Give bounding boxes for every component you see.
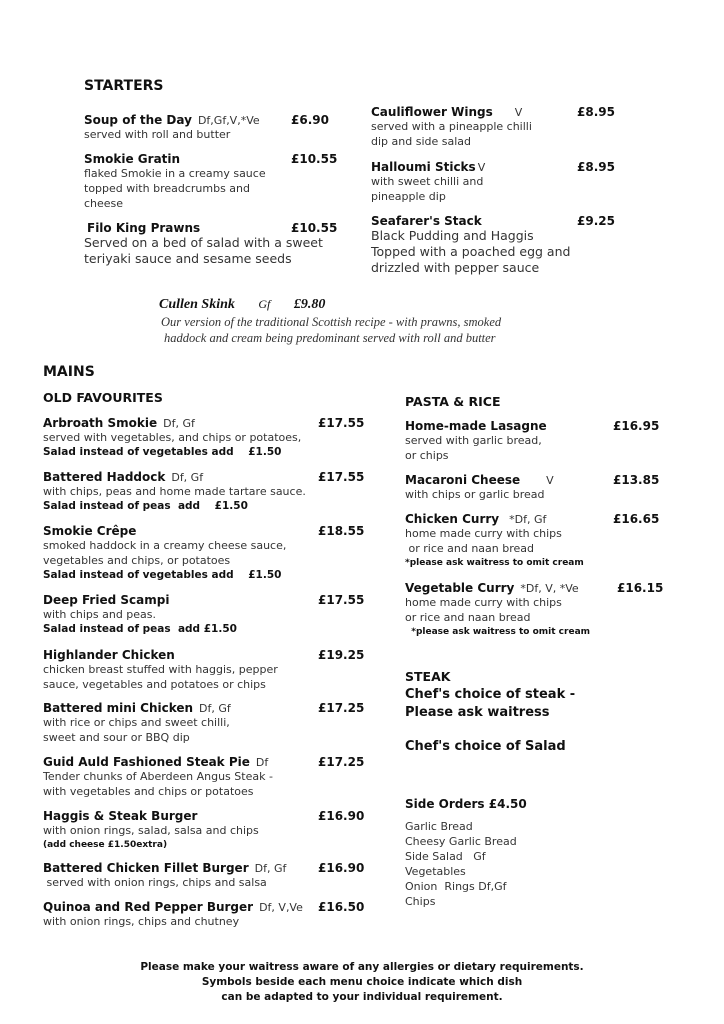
item-name: Chicken Curry [405,512,500,526]
item-name: Filo King Prawns [87,221,201,235]
item-desc: served with garlic bread, [405,434,542,447]
menu-item [405,419,665,463]
item-desc: Our version of the traditional Scottish recipe - with prawns, smoked [161,315,502,329]
item-note: Salad instead of peas add £1.50 [43,623,237,635]
cullen-skink [159,297,325,313]
salad-line: Chef's choice of Salad [405,739,566,754]
menu-item [43,755,363,799]
item-desc: vegetables and chips, or potatoes [43,554,231,567]
item-desc: served with onion rings, chips and salsa [43,876,267,889]
side-order-item: Chips [405,895,436,908]
item-price: £8.95 [577,105,615,119]
item-name: Guid Auld Fashioned Steak Pie [43,755,250,769]
item-desc: smoked haddock in a creamy cheese sauce, [43,539,287,552]
item-name: Smokie Gratin [84,152,181,166]
item-desc: with onion rings, salad, salsa and chips [43,824,259,837]
item-note: Salad instead of vegetables add £1.50 [43,446,282,458]
item-note: *please ask waitress to omit cream [405,558,584,568]
item-desc: cheese [84,197,124,210]
item-desc: home made curry with chips [405,596,562,609]
item-price: £16.15 [617,581,664,595]
item-desc: teriyaki sauce and sesame seeds [84,251,292,266]
side-order-item: Vegetables [405,865,466,878]
item-name: Smokie Crêpe [43,524,137,538]
item-symbols: V [546,474,554,487]
menu-item [84,221,347,267]
item-desc: Topped with a poached egg and [371,244,571,259]
item-price: £10.55 [291,221,338,235]
steak-section [405,668,575,722]
mains-heading: MAINS [43,364,95,380]
item-price: £9.25 [577,214,615,228]
item-desc: served with vegetables, and chips or potatoes, [43,431,302,444]
item-name: Haggis & Steak Burger [43,809,198,823]
item-name: Cauliflower Wings [371,105,493,119]
item-symbols: Df [255,756,269,769]
item-name: Quinoa and Red Pepper Burger [43,900,254,914]
item-note: (add cheese £1.50extra) [43,840,168,850]
item-name: Battered Haddock [43,470,166,484]
allergy-footer [0,960,724,1005]
steak-line: Please ask waitress [405,705,550,720]
item-symbols: *Df, V, *Ve [520,582,579,595]
cullen-skink-desc [161,314,501,346]
item-name: Arbroath Smokie [43,416,158,430]
item-name: Vegetable Curry [405,581,515,595]
steak-heading: STEAK [405,669,451,684]
item-price: £10.55 [291,152,338,166]
item-desc: with rice or chips and sweet chilli, [43,716,230,729]
item-name: Battered Chicken Fillet Burger [43,861,249,875]
item-desc: sauce, vegetables and potatoes or chips [43,678,266,691]
item-symbols: V [477,161,486,174]
item-symbols: Df, Gf [171,471,204,484]
item-desc: with onion rings, chips and chutney [43,915,240,928]
item-desc: dip and side salad [371,135,471,148]
footer-line: Symbols beside each menu choice indicate which dish [201,976,523,988]
item-desc: haddock and cream being predominant served with roll and butter [164,331,496,345]
side-orders [405,797,527,909]
item-desc: served with roll and butter [84,128,231,141]
menu-item [84,152,338,211]
menu-item [43,809,363,852]
item-desc: drizzled with pepper sauce [371,260,540,275]
item-price: £13.85 [613,473,660,487]
item-name: Battered mini Chicken [43,701,194,715]
item-note: *please ask waitress to omit cream [405,627,591,637]
steak-line: Chef's choice of steak - [405,687,576,702]
menu-item [43,470,363,513]
item-desc: with chips and peas. [43,608,157,621]
item-desc: with chips or garlic bread [405,488,545,501]
item-symbols: Df, V,Ve [259,901,303,914]
item-note: Salad instead of peas add £1.50 [43,500,248,512]
footer-line: can be adapted to your individual requirement. [221,991,503,1003]
menu-item [43,416,363,459]
pasta-rice-heading: PASTA & RICE [405,394,501,409]
item-desc: or rice and naan bread [405,542,535,555]
item-symbols: Df,Gf,V,*Ve [197,114,260,127]
menu-item [405,512,665,570]
footer-line: Please make your waitress aware of any allergies or dietary requirements. [140,961,584,973]
item-name: Macaroni Cheese [405,473,521,487]
item-desc: sweet and sour or BBQ dip [43,731,190,744]
item-name: Highlander Chicken [43,648,175,662]
menu-item [43,648,363,692]
menu-item [371,160,621,204]
item-price: £19.25 [318,648,365,662]
starters-heading: STARTERS [84,78,164,94]
item-price: £17.55 [318,593,365,607]
item-symbols: Df, Gf [163,417,195,430]
menu-item [43,701,363,745]
side-order-item: Onion Rings Df,Gf [405,880,507,893]
side-order-item: Side Salad Gf [405,850,486,863]
item-symbols: Gf [258,297,271,311]
item-desc: flaked Smokie in a creamy sauce [84,167,266,180]
menu-item [43,861,363,890]
item-desc: Served on a bed of salad with a sweet [84,235,323,250]
item-name: Halloumi Sticks [371,160,476,174]
item-desc: topped with breadcrumbs and [84,182,251,195]
item-desc: pineapple dip [371,190,446,203]
item-price: £16.50 [318,900,365,914]
item-symbols: *Df, Gf [509,513,547,526]
menu-item [371,105,621,149]
item-desc: with chips, peas and home made tartare sauce. [43,485,306,498]
menu-item [405,473,665,502]
menu-item [43,524,363,582]
item-symbols: Df, Gf [199,702,231,715]
menu-item [405,581,675,639]
item-name: Seafarer's Stack [371,214,482,228]
item-name: Soup of the Day [84,113,192,127]
item-note: Salad instead of vegetables add £1.50 [43,569,282,581]
item-desc: Black Pudding and Haggis [371,228,534,243]
item-price: £17.25 [318,701,365,715]
item-price: £18.55 [318,524,365,538]
item-desc: Tender chunks of Aberdeen Angus Steak - [43,770,273,783]
item-price: £16.90 [318,861,365,875]
item-desc: chicken breast stuffed with haggis, pepper [43,663,278,676]
item-desc: with sweet chilli and [371,175,484,188]
item-price: £16.90 [318,809,365,823]
item-desc: home made curry with chips [405,527,562,540]
item-price: £16.95 [613,419,660,433]
side-order-item: Cheesy Garlic Bread [405,835,517,848]
item-symbols: Df, Gf [254,862,287,875]
item-price: £9.80 [293,297,326,312]
menu-item [371,214,631,276]
item-price: £6.90 [291,113,329,127]
item-price: £17.25 [318,755,365,769]
item-desc: served with a pineapple chilli [371,120,532,133]
item-price: £8.95 [577,160,615,174]
item-price: £17.55 [318,470,365,484]
old-favourites-heading: OLD FAVOURITES [43,390,163,405]
item-desc: or rice and naan bread [405,611,531,624]
item-price: £17.55 [318,416,365,430]
menu-item [43,900,363,929]
item-price: £16.65 [613,512,660,526]
item-desc: or chips [405,449,449,462]
item-symbols: V [514,106,523,119]
item-name: Home-made Lasagne [405,419,547,433]
menu-item [43,593,363,636]
side-order-item: Garlic Bread [405,820,473,833]
item-name: Deep Fried Scampi [43,593,170,607]
menu-item [84,113,334,142]
side-orders-heading: Side Orders £4.50 [405,797,527,811]
item-name: Cullen Skink [159,297,235,312]
item-desc: with vegetables and chips or potatoes [43,785,254,798]
